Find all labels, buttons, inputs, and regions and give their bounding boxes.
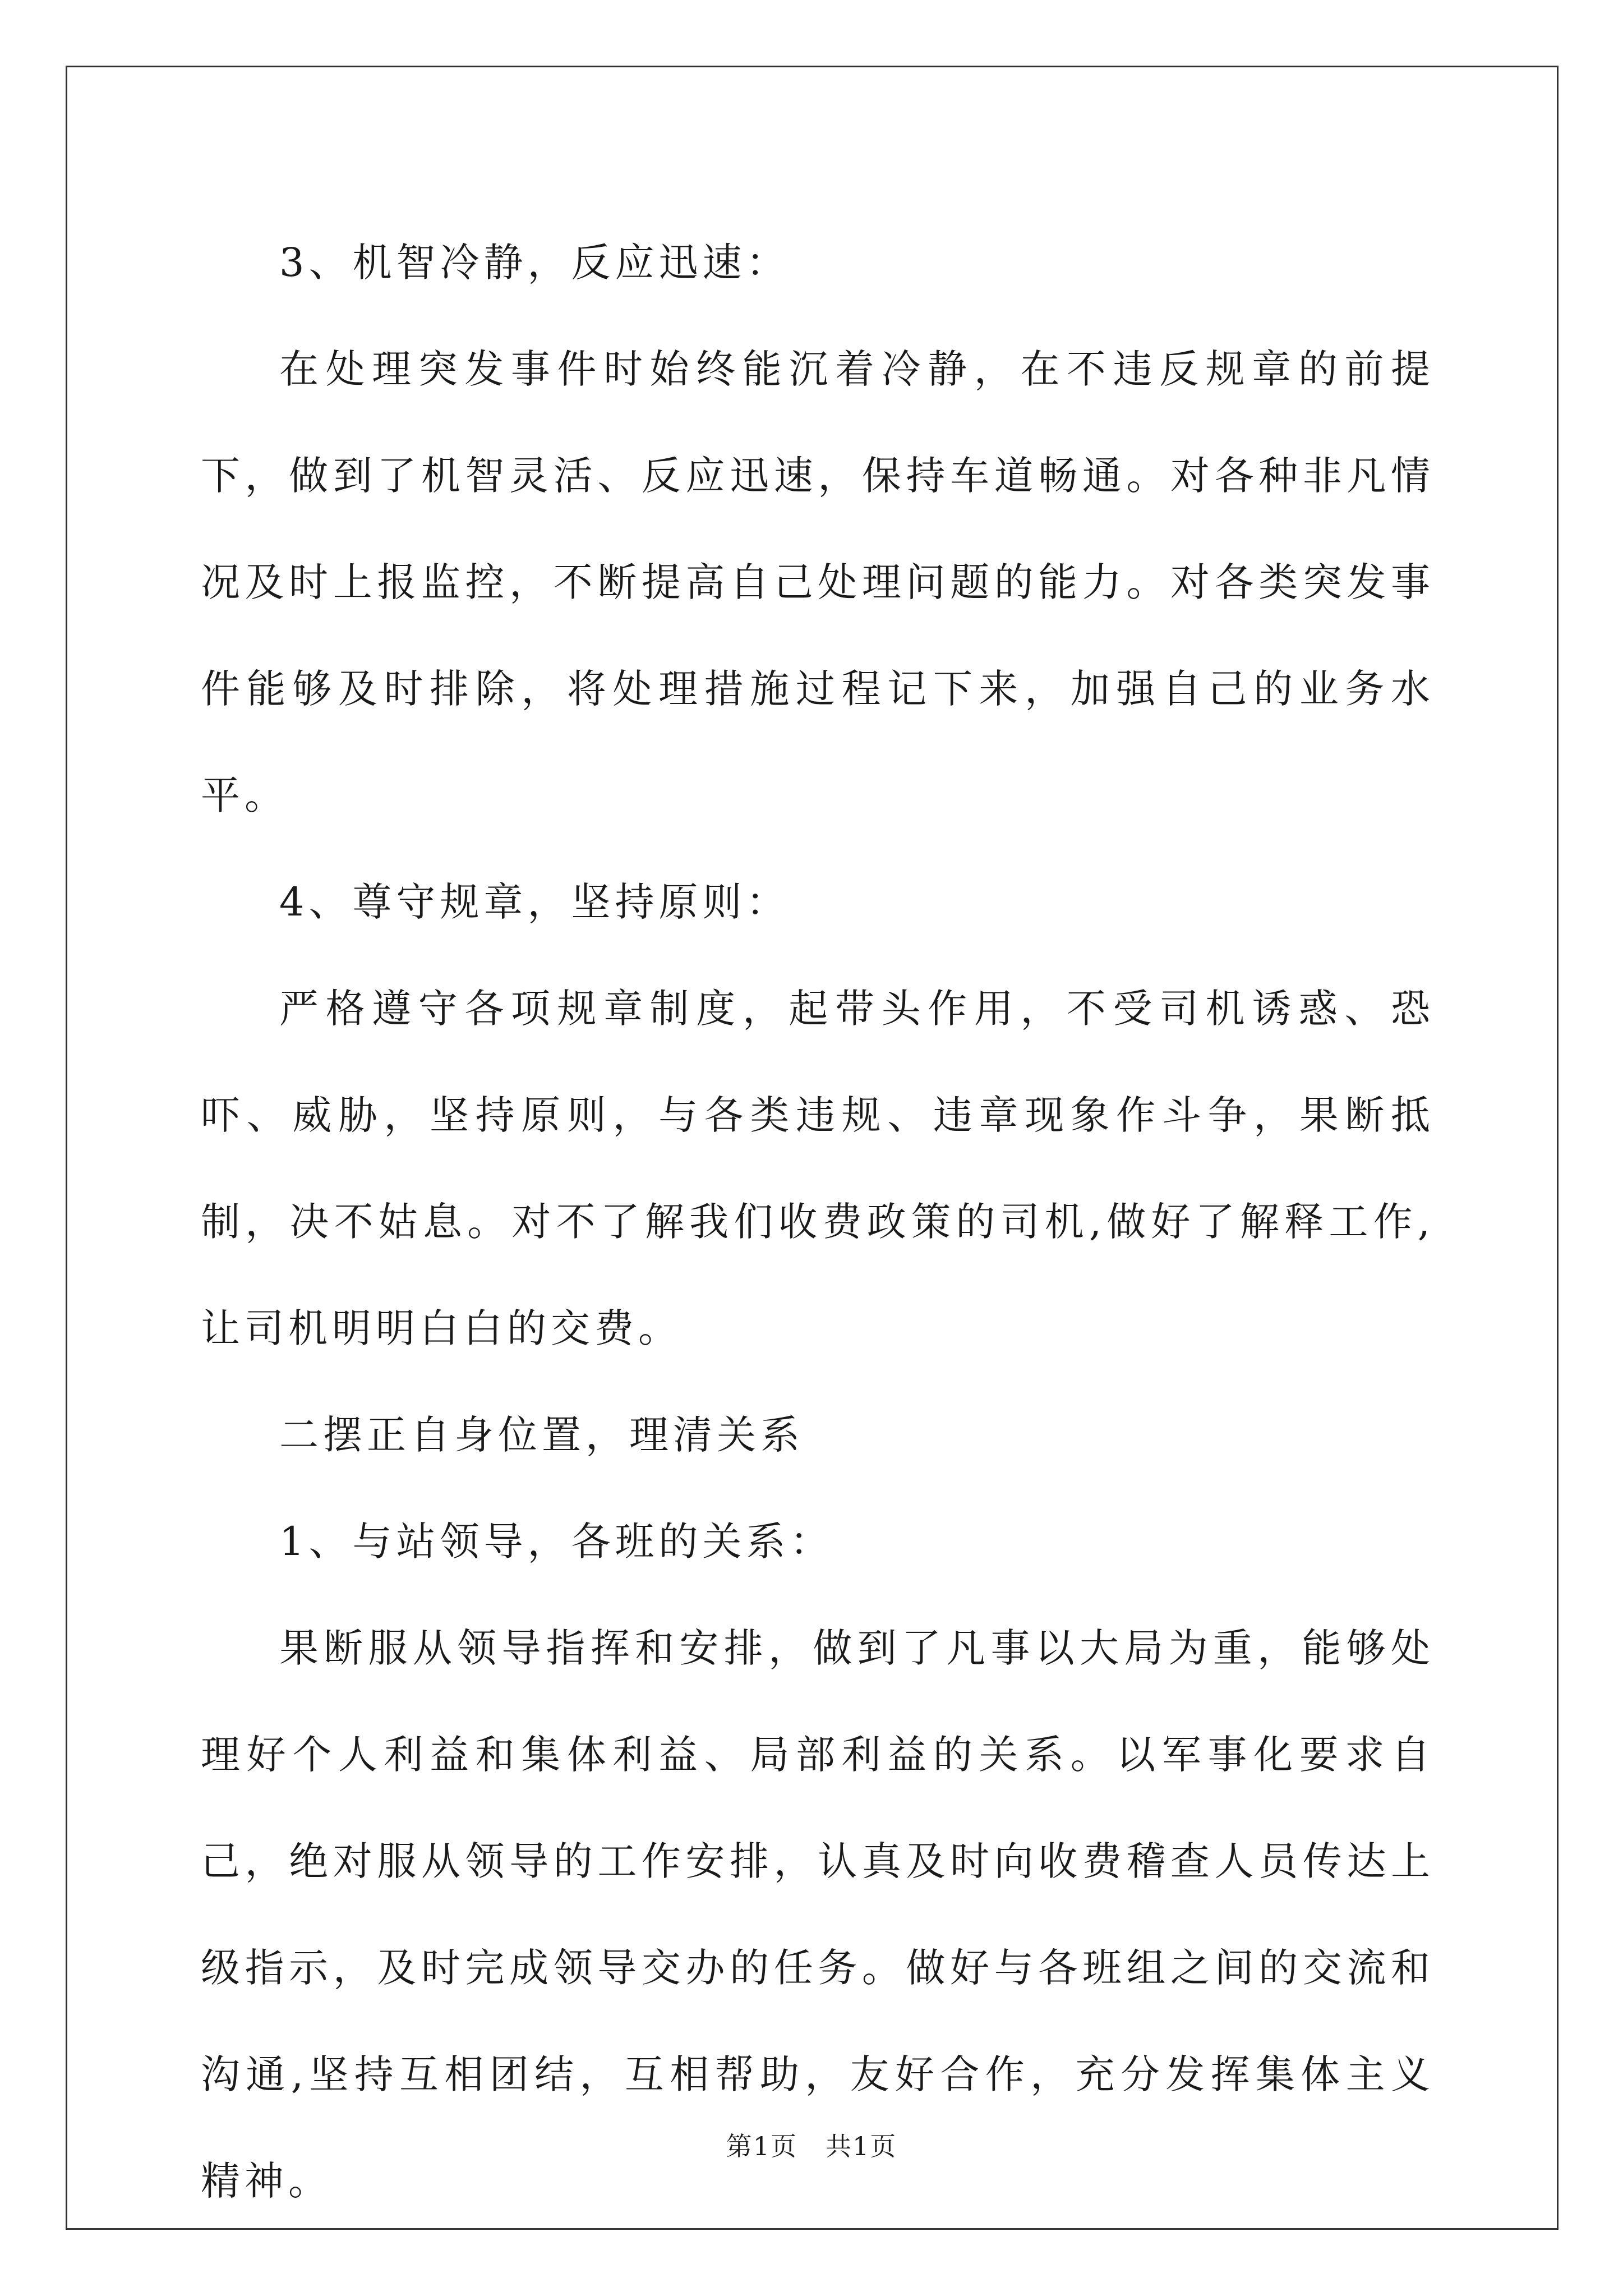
page-number: 第1页: [726, 2131, 797, 2161]
heading-follow-rules: 4、尊守规章，坚持原则：: [279, 879, 790, 925]
document-body: [201, 209, 1435, 2234]
paragraph-rules-compliance: 严格遵守各项规章制度，起带头作用，不受司机诱惑、恐吓、威胁，坚持原则，与各类违规、违章现象作斗争，果断抵制，决不姑息。对不了解我们收费政策的司机,做好了解释工作,让司机明明白白的交费。: [201, 986, 1435, 1351]
heading-calm-response: 3、机智冷静，反应迅速：: [279, 240, 790, 286]
page-total: 共1页: [826, 2131, 897, 2161]
section-heading-position: 二摆正自身位置，理清关系: [279, 1412, 804, 1458]
paragraph-obey-leadership: 果断服从领导指挥和安排，做到了凡事以大局为重，能够处理好个人利益和集体利益、局部利益的关系。以军事化要求自己，绝对服从领导的工作安排，认真及时向收费稽查人员传达上级指示，及时完成领导交办的任务。做好与各班组之间的交流和沟通,坚持互相团结，互相帮助，友好合作，充分发挥集体主义精神。: [201, 1625, 1435, 2204]
page-footer: [0, 2126, 1623, 2163]
heading-leadership-relations: 1、与站领导，各班的关系：: [279, 1519, 834, 1565]
paragraph-emergency-handling: 在处理突发事件时始终能沉着冷静，在不违反规章的前提下，做到了机智灵活、反应迅速，保持车道畅通。对各种非凡情况及时上报监控，不断提高自己处理问题的能力。对各类突发事件能够及时排除，将处理措施过程记下来，加强自己的业务水平。: [201, 346, 1435, 818]
